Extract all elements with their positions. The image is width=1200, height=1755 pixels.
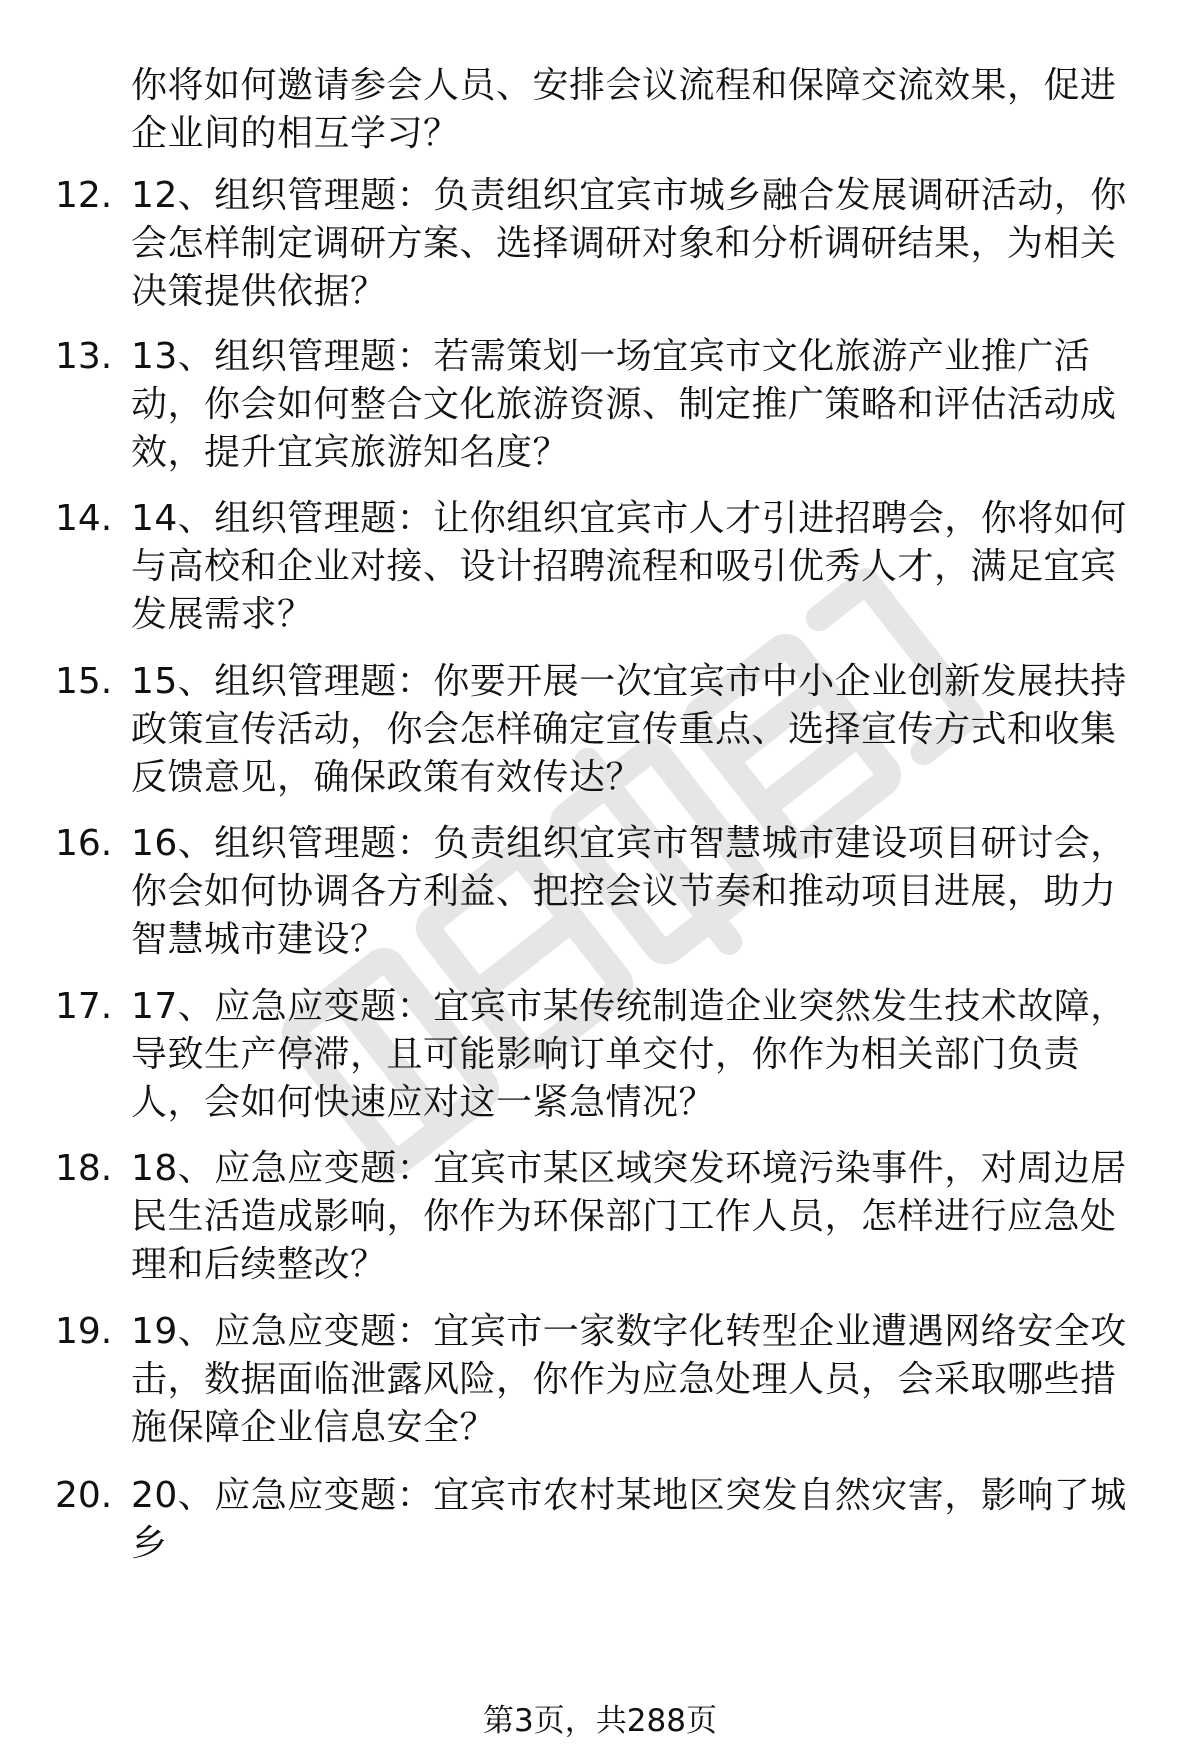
question-number: 12.	[55, 175, 113, 216]
continuation-text: 你将如何邀请参会人员、安排会议流程和保障交流效果，促进企业间的相互学习？	[131, 65, 1117, 154]
question-text: 15、组织管理题：你要开展一次宜宾市中小企业创新发展扶持政策宣传活动，你会怎样确定宣传重点、选择宣传方式和收集反馈意见，确保政策有效传达？	[131, 661, 1127, 798]
question-text: 20、应急应变题：宜宾市农村某地区突发自然灾害，影响了城乡	[131, 1475, 1127, 1564]
question-number: 13.	[55, 336, 113, 377]
question-number: 17.	[55, 986, 113, 1027]
question-text: 19、应急应变题：宜宾市一家数字化转型企业遭遇网络安全攻击，数据面临泄露风险，你作为应急处理人员，会采取哪些措施保障企业信息安全？	[131, 1311, 1127, 1448]
question-text: 12、组织管理题：负责组织宜宾市城乡融合发展调研活动，你会怎样制定调研方案、选择调研对象和分析调研结果，为相关决策提供依据？	[131, 175, 1127, 312]
question-number: 15.	[55, 661, 113, 702]
page-footer: 第3页，共288页	[483, 1703, 717, 1739]
question-text: 18、应急应变题：宜宾市某区域突发环境污染事件，对周边居民生活造成影响，你作为环保部门工作人员，怎样进行应急处理和后续整改？	[131, 1148, 1127, 1285]
question-text: 17、应急应变题：宜宾市某传统制造企业突然发生技术故障，导致生产停滞，且可能影响订单交付，你作为相关部门负责人，会如何快速应对这一紧急情况？	[131, 986, 1127, 1123]
question-text: 13、组织管理题：若需策划一场宜宾市文化旅游产业推广活动，你会如何整合文化旅游资源、制定推广策略和评估活动成效，提升宜宾旅游知名度？	[131, 336, 1117, 473]
question-text: 16、组织管理题：负责组织宜宾市智慧城市建设项目研讨会，你会如何协调各方利益、把控会议节奏和推动项目进展，助力智慧城市建设？	[131, 823, 1127, 960]
question-number: 14.	[55, 498, 113, 539]
question-number: 20.	[55, 1475, 113, 1516]
question-number: 19.	[55, 1311, 113, 1352]
question-number: 18.	[55, 1148, 113, 1189]
question-text: 14、组织管理题：让你组织宜宾市人才引进招聘会，你将如何与高校和企业对接、设计招聘流程和吸引优秀人才，满足宜宾发展需求？	[131, 498, 1127, 635]
question-number: 16.	[55, 823, 113, 864]
